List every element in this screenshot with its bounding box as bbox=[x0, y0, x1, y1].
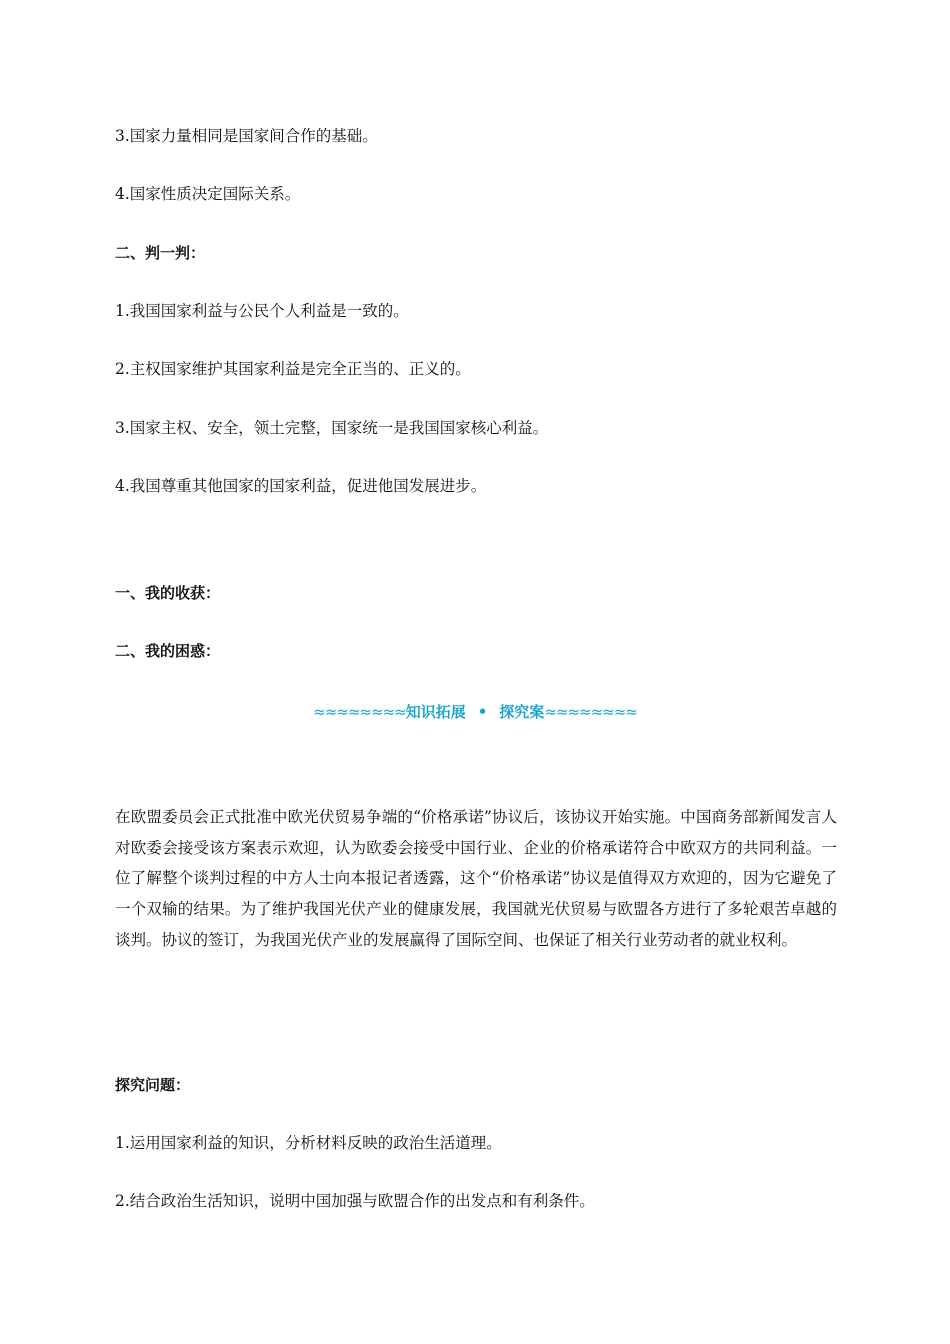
question-item-3: 3.国家力量相同是国家间合作的基础。 bbox=[115, 127, 378, 145]
inquiry-heading: 探究问题： bbox=[115, 1076, 191, 1094]
judge-item-4: 4.我国尊重其他国家的国家利益，促进他国发展进步。 bbox=[115, 477, 487, 495]
material-paragraph: 在欧盟委员会正式批准中欧光伏贸易争端的“价格承诺”协议后，该协议开始实施。中国商务部新闻发言人对欧委会接受该方案表示欢迎，认为欧委会接受中国行业、企业的价格承诺符合中欧双方的共同利益。一位了解整个谈判过程的中方人士向本报记者透露，这个“价格承诺”协议是值得双方欢迎的，因为它避免了一个双输的结果。为了维护我国光伏产业的健康发展，我国就光伏贸易与欧盟各方进行了多轮艰苦卓越的谈判。协议的签订，为我国光伏产业的发展赢得了国际空间、也保证了相关行业劳动者的就业权利。 bbox=[115, 808, 837, 949]
inquiry-item-2: 2.结合政治生活知识，说明中国加强与欧盟合作的出发点和有利条件。 bbox=[115, 1192, 595, 1210]
banner-title-left: 知识拓展 bbox=[405, 703, 466, 721]
judge-item-3: 3.国家主权、安全，领土完整，国家统一是我国国家核心利益。 bbox=[115, 419, 549, 437]
confusion-heading: 二、我的困惑： bbox=[115, 642, 221, 660]
question-item-4: 4.国家性质决定国际关系。 bbox=[115, 185, 301, 203]
wave-decoration-right: ≈≈≈≈≈≈≈≈ bbox=[544, 703, 637, 721]
gain-heading: 一、我的收获： bbox=[115, 584, 221, 602]
judge-heading: 二、判一判： bbox=[115, 244, 206, 262]
judge-item-1: 1.我国国家利益与公民个人利益是一致的。 bbox=[115, 302, 409, 320]
judge-item-2: 2.主权国家维护其国家利益是完全正当的、正义的。 bbox=[115, 360, 471, 378]
inquiry-item-1: 1.运用国家利益的知识，分析材料反映的政治生活道理。 bbox=[115, 1134, 502, 1152]
wave-decoration-left: ≈≈≈≈≈≈≈≈ bbox=[313, 703, 406, 721]
banner-separator: • bbox=[477, 703, 488, 721]
banner-title-right: 探究案 bbox=[499, 703, 545, 721]
section-banner bbox=[0, 702, 950, 722]
